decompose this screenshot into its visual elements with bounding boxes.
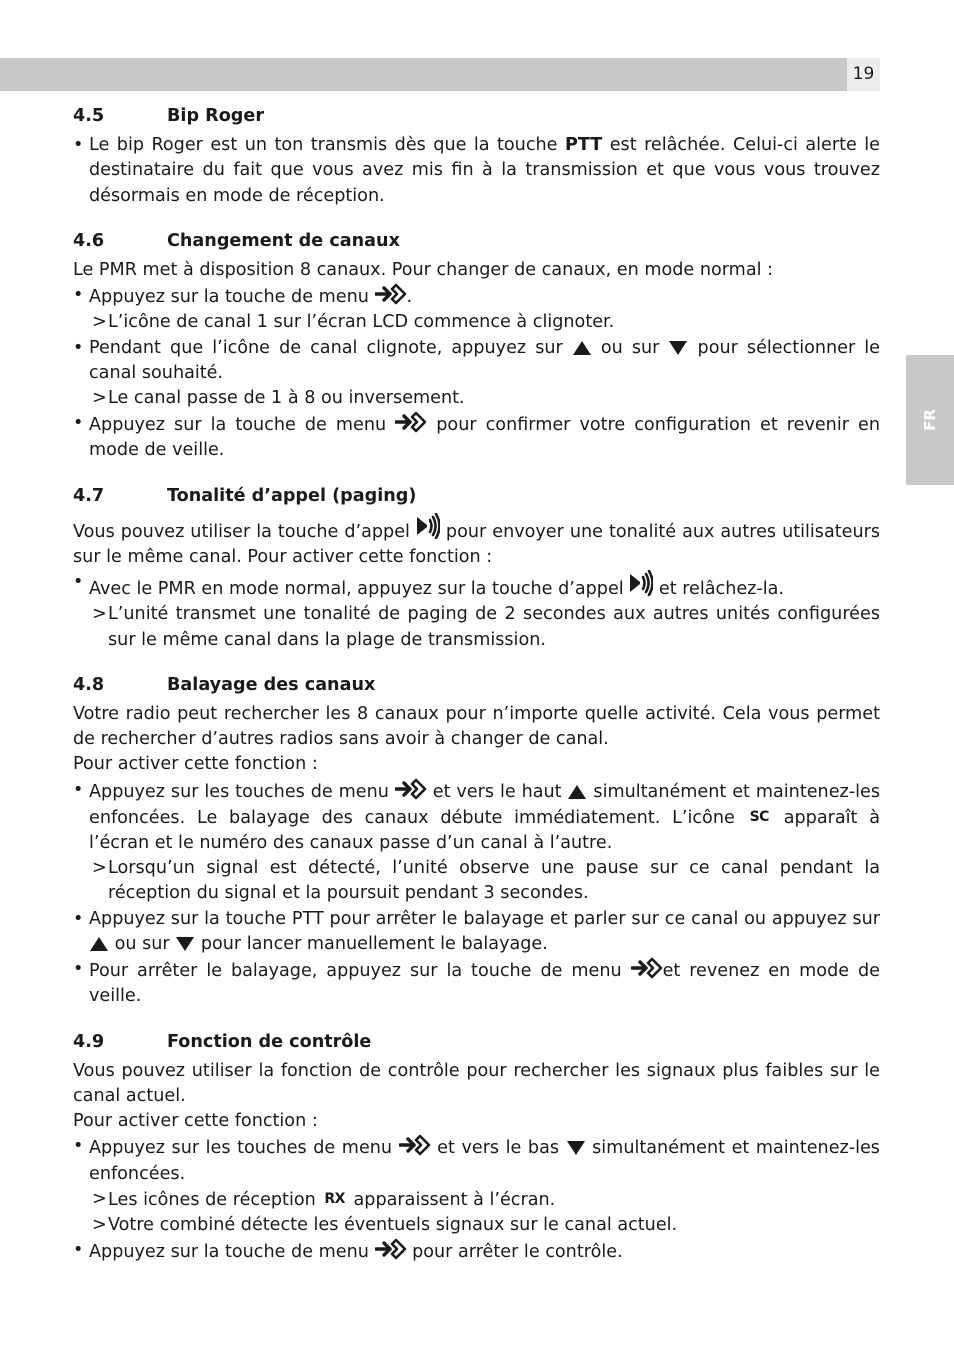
text: pour envoyer une tonalité aux autres utilisateurs sur le même canal. Pour activer cette fonction :	[73, 521, 880, 568]
language-tab	[906, 355, 954, 485]
section-title: Bip Roger	[167, 106, 264, 126]
call-key-icon	[629, 570, 653, 596]
bullet-item	[73, 778, 880, 857]
menu-key-icon	[375, 1238, 407, 1260]
paragraph: Vous pouvez utiliser la fonction de contrôle pour rechercher les signaux plus faibles sur le canal actuel.	[73, 1060, 880, 1106]
paragraph: Votre radio peut rechercher les 8 canaux pour n’importe quelle activité. Cela vous permet de rechercher d’autres radios sans avoir à changer de canal.	[73, 704, 880, 750]
text: pour lancer manuellement le balayage.	[195, 933, 548, 954]
paragraph: Pour activer cette fonction :	[73, 754, 318, 775]
section-heading	[73, 1030, 880, 1055]
text: simultanément et maintenez-les enfoncées.	[89, 1138, 880, 1184]
bullet-item	[73, 133, 880, 209]
text: Pour arrêter le balayage, appuyez sur la touche de menu	[89, 961, 631, 982]
call-key-icon	[416, 513, 440, 539]
menu-key-icon	[395, 411, 427, 433]
text: .	[406, 287, 413, 308]
bullet-item	[73, 957, 880, 1009]
menu-key-icon	[395, 778, 427, 800]
up-arrow-icon	[567, 784, 587, 800]
up-arrow-icon	[89, 936, 109, 952]
text: pour confirmer votre configuration et revenir en mode de veille.	[89, 415, 880, 461]
section-number: 4.5	[73, 106, 105, 126]
section-4-9	[73, 1030, 880, 1266]
text: Appuyez sur la touche de menu	[89, 415, 396, 436]
text: et vers le haut	[426, 781, 568, 802]
text: apparaissent à l’écran.	[347, 1189, 556, 1210]
text: ou sur	[109, 933, 176, 954]
section-heading	[73, 484, 880, 509]
menu-key-icon	[631, 957, 663, 979]
section-heading	[73, 673, 880, 698]
section-number: 4.9	[73, 1031, 105, 1052]
text: Avec le PMR en mode normal, appuyez sur la touche d’appel	[89, 579, 630, 600]
section-4-8	[73, 673, 880, 1010]
text: et revenez en mode de veille.	[89, 961, 880, 1007]
text: ou sur	[591, 337, 669, 358]
text: apparaît à l’écran et le numéro des canaux passe d’un canal à l’autre.	[89, 807, 880, 854]
up-arrow-icon	[572, 340, 592, 356]
receive-lcd-icon: RX	[324, 1190, 345, 1207]
page-number: 19	[847, 58, 880, 91]
language-tab-label: FR	[921, 409, 939, 431]
menu-key-icon	[375, 283, 407, 305]
text: Appuyez sur la touche de menu	[89, 287, 375, 308]
section-title: Changement de canaux	[167, 230, 400, 251]
paragraph	[73, 513, 880, 570]
section-number: 4.6	[73, 230, 105, 251]
section-number: 4.8	[73, 674, 105, 695]
text: Le bip Roger est un ton transmis dès que la touche	[89, 135, 565, 156]
bullet-item	[73, 570, 880, 602]
section-heading	[73, 229, 880, 254]
section-heading	[73, 104, 880, 129]
text: Les icônes de réception	[108, 1189, 322, 1210]
paragraph: Le PMR met à disposition 8 canaux. Pour changer de canaux, en mode normal :	[73, 260, 774, 281]
ptt-key-label: PTT	[564, 135, 603, 156]
text: est relâchée. Celui-ci alerte le destinataire du fait que vous avez mis fin à la transmission et que vous vous trouvez désormais en mode de réception.	[89, 135, 880, 206]
text: Appuyez sur les touches de menu	[89, 781, 395, 802]
header-band	[0, 58, 847, 91]
bullet-item	[73, 907, 880, 957]
text: pour sélectionner le canal souhaité.	[89, 337, 880, 383]
text: Vous pouvez utiliser la touche d’appel	[73, 521, 416, 542]
text: pour arrêter le contrôle.	[406, 1242, 623, 1263]
text: Appuyez sur les touches de menu	[89, 1138, 399, 1159]
result-item: > Le canal passe de 1 à 8 ou inversement.	[73, 386, 880, 411]
result-item: > L’icône de canal 1 sur l’écran LCD commence à clignoter.	[73, 310, 880, 335]
text: et relâchez-la.	[653, 579, 785, 600]
scan-lcd-icon: SC	[749, 808, 769, 825]
result-item	[73, 1187, 880, 1213]
text: Pendant que l’icône de canal clignote, appuyez sur	[89, 337, 572, 358]
section-4-7	[73, 484, 880, 653]
section-number: 4.7	[73, 485, 105, 506]
bullet-item	[73, 283, 880, 310]
section-title: Tonalité d’appel (paging)	[167, 485, 417, 506]
section-title: Fonction de contrôle	[167, 1031, 372, 1052]
down-arrow-icon	[668, 340, 688, 356]
menu-key-icon	[399, 1134, 431, 1156]
result-item: > L’unité transmet une tonalité de paging de 2 secondes aux autres unités configurées sur le même canal dans la plage de transmission.	[73, 602, 880, 652]
paragraph: Pour activer cette fonction :	[73, 1111, 318, 1132]
bullet-item	[73, 1238, 880, 1265]
text: Appuyez sur la touche PTT pour arrêter le balayage et parler sur ce canal ou appuyez sur	[89, 908, 880, 929]
bullet-item	[73, 411, 880, 463]
page-content	[73, 104, 880, 1285]
bullet-item	[73, 336, 880, 386]
result-item: > Votre combiné détecte les éventuels signaux sur le canal actuel.	[73, 1213, 880, 1238]
section-title: Balayage des canaux	[167, 674, 376, 695]
section-4-5	[73, 104, 880, 209]
text: et vers le bas	[430, 1138, 566, 1159]
text: simultanément et maintenez-les enfoncées. Le balayage des canaux débute immédiatement. L’icône	[89, 781, 880, 828]
down-arrow-icon	[175, 936, 195, 952]
down-arrow-icon	[566, 1140, 586, 1156]
bullet-item	[73, 1134, 880, 1186]
section-4-6	[73, 229, 880, 464]
text: Appuyez sur la touche de menu	[89, 1242, 375, 1263]
result-item: > Lorsqu’un signal est détecté, l’unité observe une pause sur ce canal pendant la réception du signal et la poursuit pendant 3 secondes.	[73, 856, 880, 906]
